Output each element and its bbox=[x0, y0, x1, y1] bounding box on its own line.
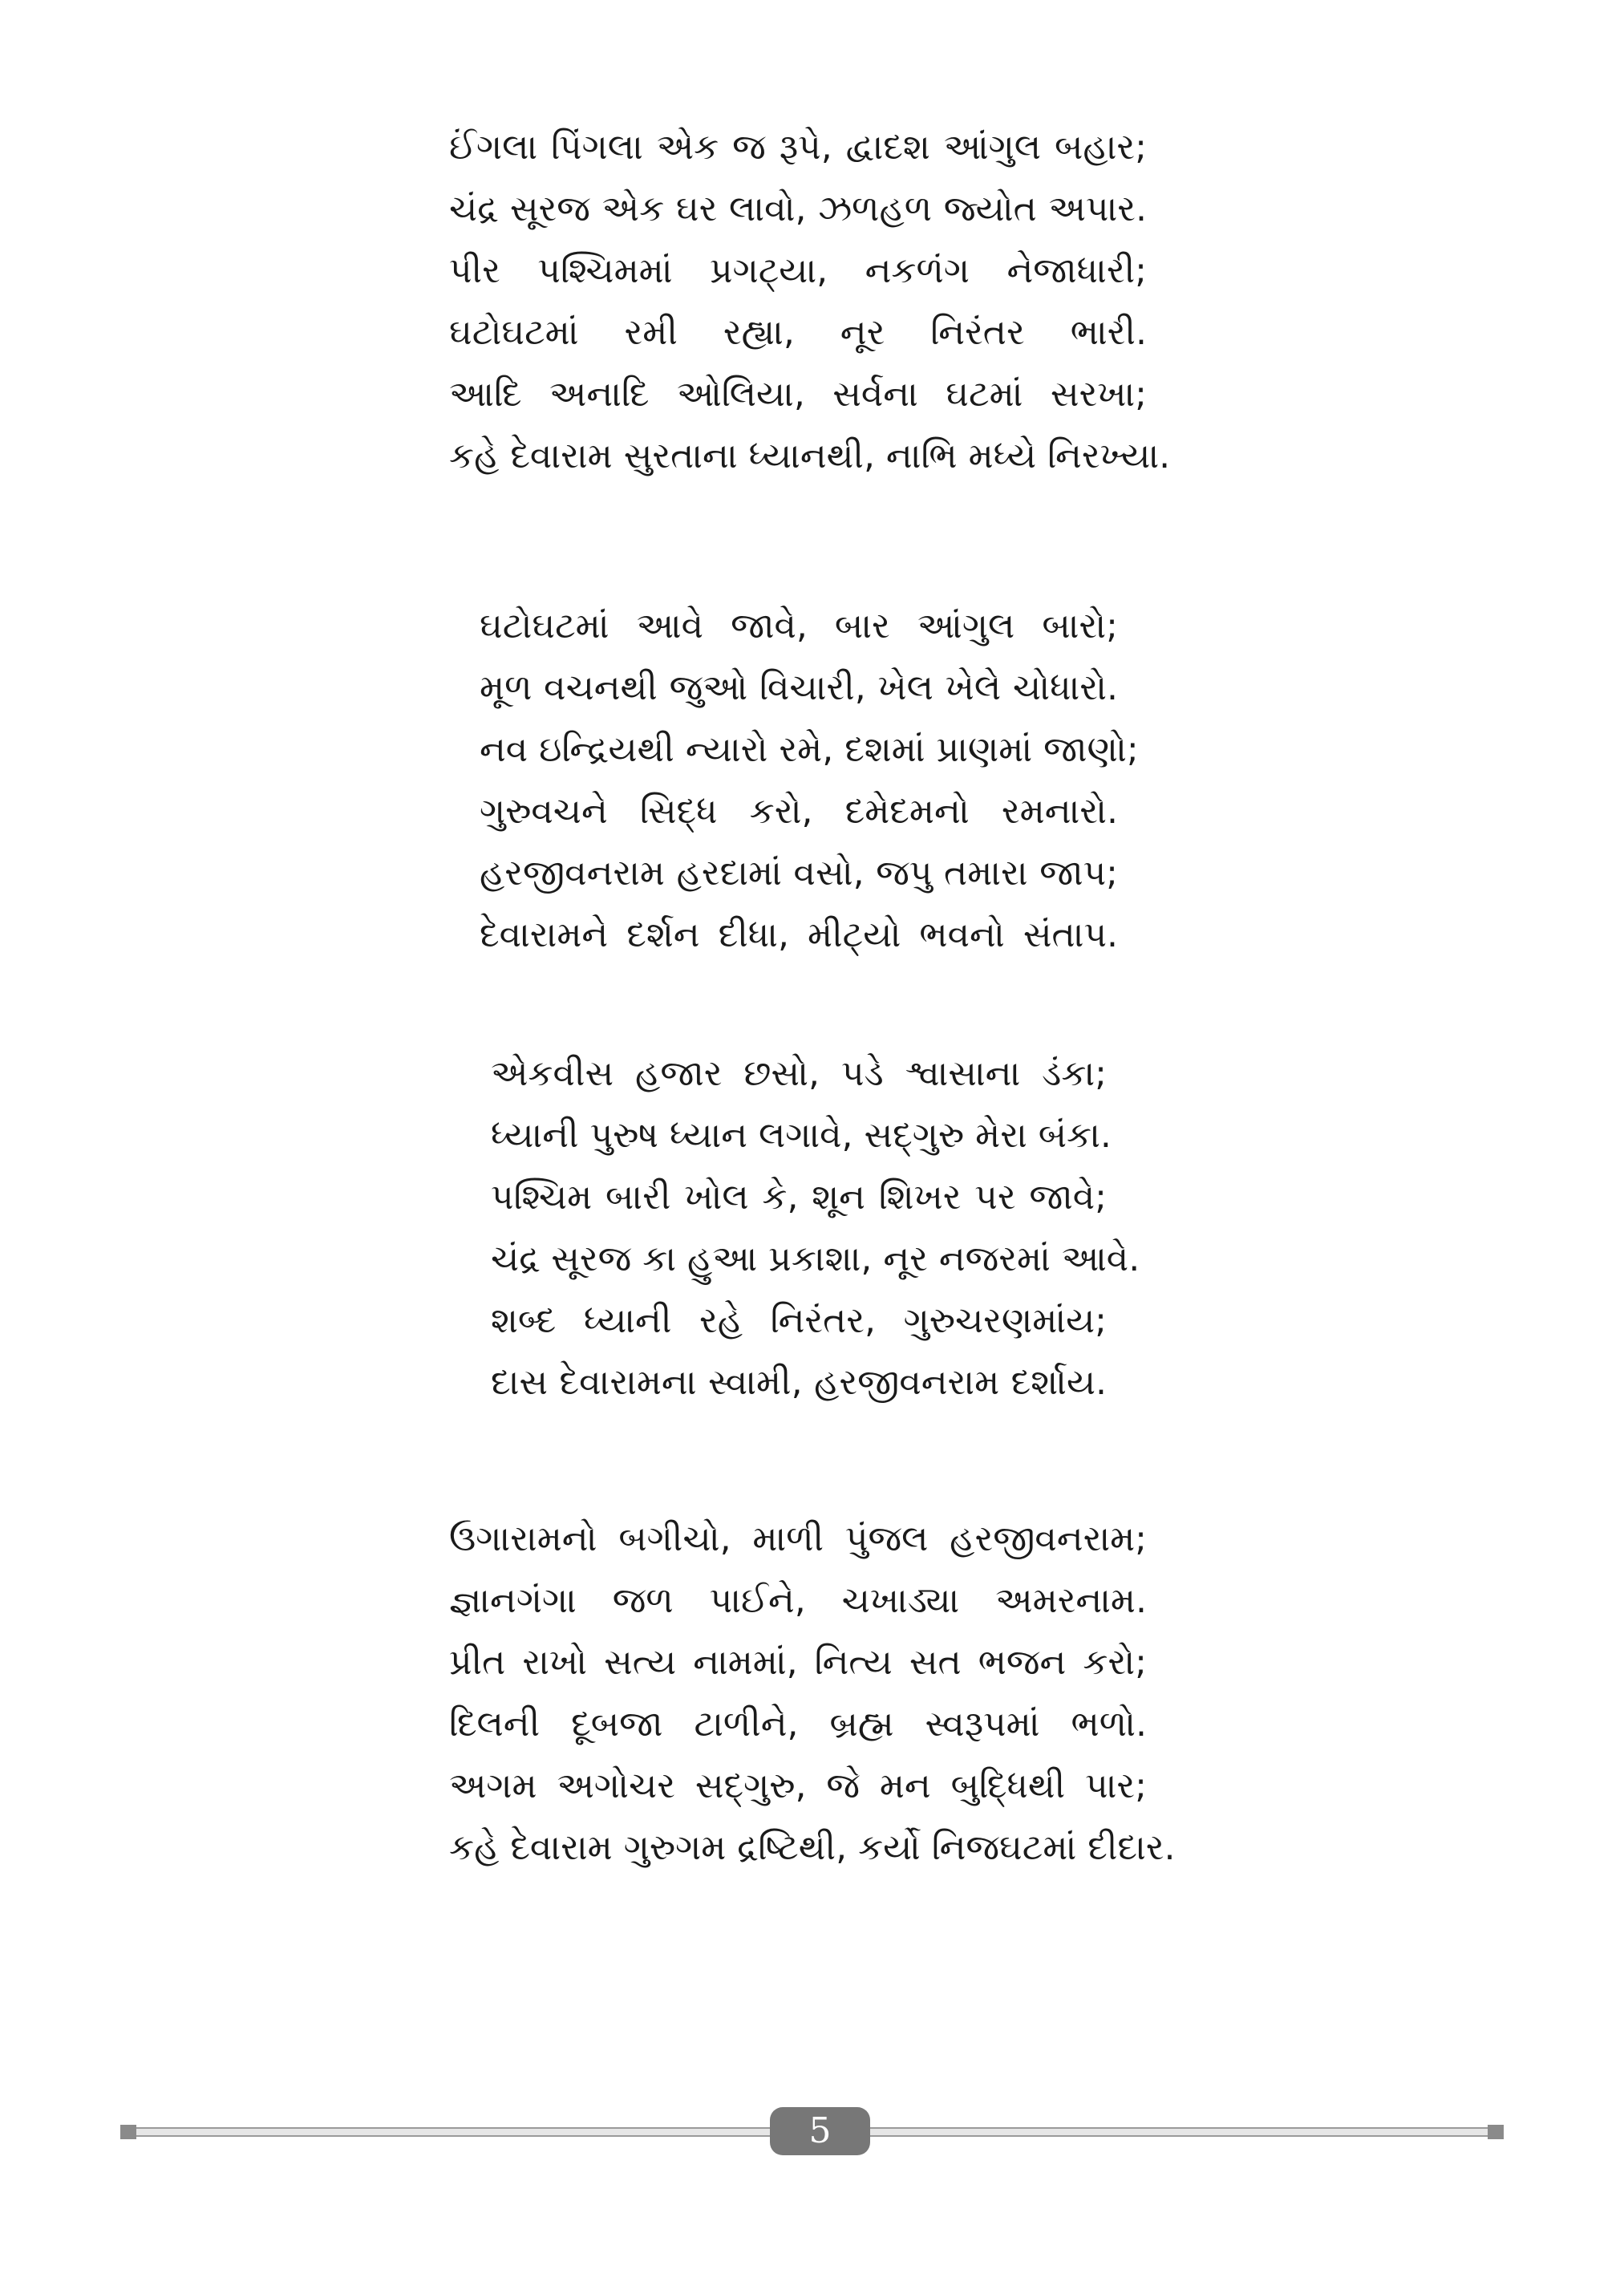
verse-line: પ્રીત રાખો સત્ય નામમાં, નિત્ય સત ભજન કરો; bbox=[449, 1642, 1147, 1683]
verse-line: કહે દેવારામ ગુરુગમ દ્રષ્ટિથી, કર્યો નિજઘટમાં દીદાર. bbox=[449, 1827, 1176, 1868]
verse-line: ધ્યાની પુરુષ ધ્યાન લગાવે, સદ્‌ગુરુ મેરા બંકા. bbox=[491, 1115, 1112, 1156]
verse-line: ઘટોઘટમાં રમી રહ્યા, નૂર નિરંતર ભારી. bbox=[449, 312, 1147, 353]
footer-rule-cap-right bbox=[1488, 2125, 1504, 2139]
verse-line: આદિ અનાદિ ઓલિયા, સર્વના ઘટમાં સરખા; bbox=[449, 374, 1147, 415]
page-footer bbox=[120, 2106, 1504, 2154]
footer-rule-left bbox=[136, 2127, 770, 2137]
verse-line: ગુરુવચને સિદ્ધ કરો, દમેદમનો રમનારો. bbox=[480, 791, 1118, 832]
page-number: 5 bbox=[770, 2107, 870, 2155]
verse-line: ચંદ્ર સૂરજ કા હુઆ પ્રકાશા, નૂર નજરમાં આવે. bbox=[491, 1238, 1140, 1279]
footer-rule-right bbox=[870, 2127, 1488, 2137]
verse-line: દાસ દેવારામના સ્વામી, હરજીવનરામ દર્શાય. bbox=[491, 1362, 1107, 1403]
verse-line: મૂળ વચનથી જુઓ વિચારી, ખેલ ખેલે ચોધારો. bbox=[480, 667, 1118, 708]
stanza-4 bbox=[449, 1508, 1176, 1879]
verse-line: ઉગારામનો બગીચો, માળી પુંજલ હરજીવનરામ; bbox=[449, 1518, 1147, 1559]
verse-line: એકવીસ હજાર છસો, પડે શ્વાસાના ડંકા; bbox=[491, 1053, 1107, 1094]
verse-line: ઈંગલા પિંગલા એક જ રૂપે, દ્વાદશ આંગુલ બહાર; bbox=[449, 127, 1147, 168]
verse-line: કહે દેવારામ સુરતાના ધ્યાનથી, નાભિ મધ્યે નિરખ્યા. bbox=[449, 436, 1171, 476]
verse-line: ચંદ્ર સૂરજ એક ઘર લાવો, ઝળહળ જ્યોત અપાર. bbox=[449, 188, 1147, 229]
verse-line: પીર પશ્ચિમમાં પ્રગટ્યા, નકળંગ નેજાધારી; bbox=[449, 250, 1147, 291]
stanza-3 bbox=[491, 1043, 1140, 1413]
verse-line: અગમ અગોચર સદ્‌ગુરુ, જે મન બુદ્ધિથી પાર; bbox=[449, 1765, 1147, 1806]
footer-rule-cap-left bbox=[120, 2125, 136, 2139]
verse-line: પશ્ચિમ બારી ખોલ કે, શૂન શિખર પર જાવે; bbox=[491, 1177, 1107, 1218]
stanza-1 bbox=[449, 116, 1171, 487]
verse-line: દિલની દૂબજા ટાળીને, બ્રહ્મ સ્વરૂપમાં ભળો. bbox=[449, 1704, 1147, 1745]
verse-line: નવ ઇન્દ્રિયથી ન્યારો રમે, દશમાં પ્રાણમાં જાણો; bbox=[480, 729, 1139, 770]
stanza-2 bbox=[480, 595, 1139, 966]
verse-line: દેવારામને દર્શન દીધા, મીટ્યો ભવનો સંતાપ. bbox=[480, 914, 1118, 955]
verse-line: ઘટોઘટમાં આવે જાવે, બાર આંગુલ બારો; bbox=[480, 606, 1118, 646]
verse-line: જ્ઞાનગંગા જળ પાઈને, ચખાડ્યા અમરનામ. bbox=[449, 1580, 1147, 1621]
verse-line: શબ્દ ધ્યાની રહે નિરંતર, ગુરુચરણમાંય; bbox=[491, 1300, 1107, 1341]
verse-line: હરજીવનરામ હરદામાં વસો, જપુ તમારા જાપ; bbox=[480, 853, 1118, 894]
